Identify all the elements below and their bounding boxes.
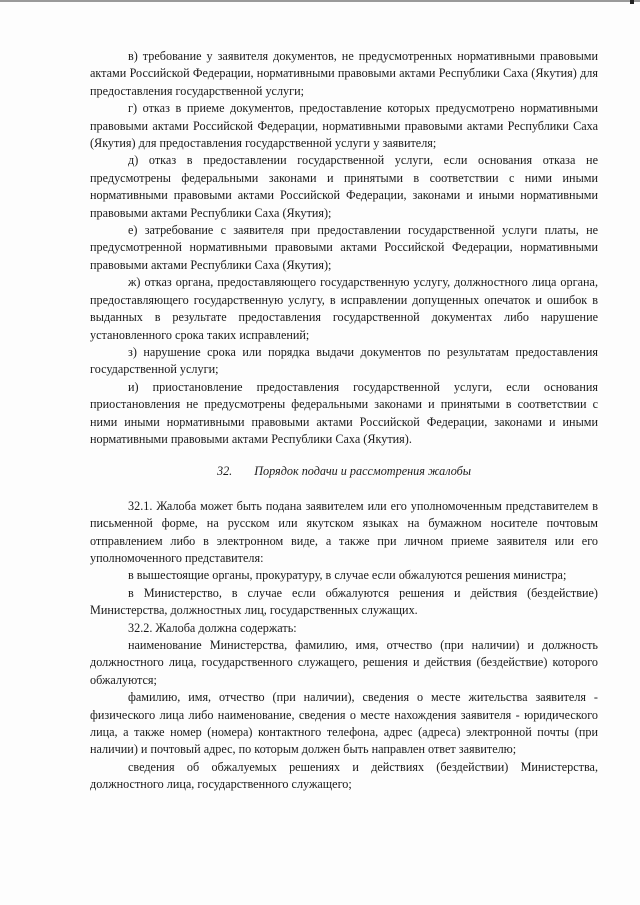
paragraph-applicant-info: фамилию, имя, отчество (при наличии), сведения о месте жительства заявителя - физического лица либо наименование, сведения о месте нахождения заявителя - юридического лица, а также номер (номера) контактного телефона, адрес (адреса) электронной почты (при наличии) и почтовый адрес, по которым должен быть направлен ответ заявителю; [90,690,598,757]
clause-i: и) приостановление предоставления государственной услуги, если основания приостановления не предусмотрены федеральными законами и принятыми в соответствии с ними иными нормативными правовыми актами Российской Федерации, законами и иными нормативными правовыми актами Республики Саха (Якутия). [90,379,598,446]
section-heading [90,463,598,480]
section-number: 32. [216,464,233,479]
scan-corner-mark [630,0,634,4]
document-body [90,48,598,794]
paragraph-appealed-decisions: сведения об обжалуемых решениях и действиях (бездействии) Министерства, должностного лица, государственного служащего; [90,759,598,792]
clause-z: з) нарушение срока или порядка выдачи документов по результатам предоставления государственной услуги; [90,344,598,377]
paragraph-ministry-name: наименование Министерства, фамилию, имя, отчество (при наличии) и должность должностного лица, государственного служащего, решения и действия (бездействие) которого обжалуются; [90,638,598,687]
clause-e: е) затребование с заявителя при предоставлении государственной услуги платы, не предусмотренной нормативными правовыми актами Российской Федерации, нормативными правовыми актами Республики Саха (Якутия); [90,223,598,272]
clause-v: в) требование у заявителя документов, не предусмотренных нормативными правовыми актами Российской Федерации, нормативными правовыми актами Республики Саха (Якутия) для предоставления государственной услуги; [90,49,598,98]
section-title: Порядок подачи и рассмотрения жалобы [254,464,472,479]
clause-d: д) отказ в предоставлении государственной услуги, если основания отказа не предусмотрены федеральными законами и принятыми в соответствии с ними иными нормативными правовыми актами Российской Федерации, законами и иными нормативными правовыми актами Республики Саха (Якутия); [90,153,598,220]
scan-top-edge [0,0,640,2]
paragraph-32-1: 32.1. Жалоба может быть подана заявителем или его уполномоченным представителем в письменной форме, на русском или якутском языках на бумажном носителе почтовым отправлением либо в электронном виде, а также при личном приеме заявителя или его уполномоченного представителя: [90,498,598,565]
clause-g: г) отказ в приеме документов, предоставление которых предусмотрено нормативными правовыми актами Российской Федерации, нормативными правовыми актами Республики Саха (Якутия) для предоставления государственной услуги у заявителя; [90,101,598,151]
paragraph-higher-authorities: в вышестоящие органы, прокуратуру, в случае если обжалуются решения министра; [128,568,567,583]
paragraph-32-2: 32.2. Жалоба должна содержать: [128,620,297,635]
paragraph-ministry: в Министерство, в случае если обжалуются решения и действия (бездействие) Министерства, должностных лиц, государственных служащих. [90,585,598,618]
clause-zh: ж) отказ органа, предоставляющего государственную услугу, должностного лица органа, предоставляющего государственную услугу, в исправлении допущенных опечаток и ошибок в выданных в результате предоставления государственной документах либо нарушение установленного срока таких исправлений; [90,275,598,342]
